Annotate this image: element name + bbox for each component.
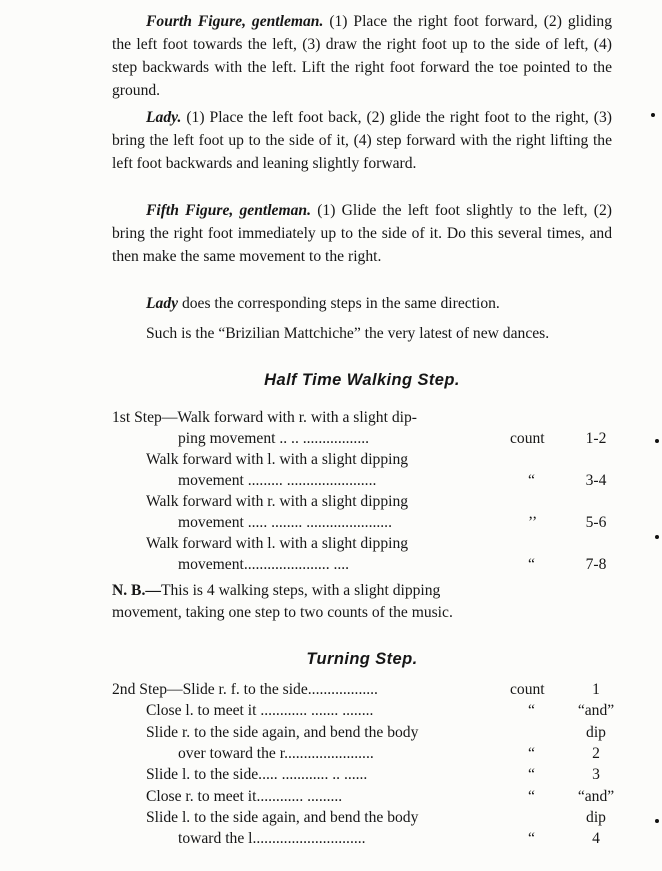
step-description: over toward the r....................... <box>178 744 374 762</box>
print-speck <box>655 535 659 539</box>
turning-step-row <box>112 828 632 849</box>
paragraph-fifth-figure <box>112 199 612 268</box>
count-value: “and” <box>577 702 615 720</box>
half-time-step-row <box>112 449 632 470</box>
count-value: 1-2 <box>585 430 607 447</box>
turning-step-row <box>112 722 632 743</box>
half-time-step-row <box>112 470 632 491</box>
paragraph-fourth-figure <box>112 10 612 102</box>
count-value: 3-4 <box>585 472 607 489</box>
ditto-mark: “ <box>528 556 535 573</box>
turning-step-row <box>112 743 632 764</box>
step-description: toward the l............................. <box>178 830 366 848</box>
step-description: Slide l. to the side..... ............ .. ...... <box>146 766 368 784</box>
print-speck <box>651 113 655 117</box>
figure-title: Lady <box>146 295 179 312</box>
half-time-step-row <box>112 407 632 428</box>
paragraph-text: does the corresponding steps in the same direction. <box>181 295 500 312</box>
step-description: 2nd Step—Slide r. f. to the side.................. <box>112 681 378 698</box>
step-description: ping movement .. .. ................. <box>178 430 370 447</box>
step-description: Slide r. to the side again, and bend the body <box>146 723 419 741</box>
paragraph-text: Such is the “Brizilian Mattchiche” the very latest of new dances. <box>146 325 550 342</box>
ditto-mark: “ <box>528 766 535 784</box>
note-nb <box>112 580 512 624</box>
turning-step-row <box>112 679 632 700</box>
ditto-mark: “ <box>528 787 535 805</box>
section-heading-half-time: Half Time Walking Step. <box>264 371 460 389</box>
paragraph-lady-fifth <box>112 292 612 315</box>
ditto-mark: “ <box>528 830 535 848</box>
step-description: Walk forward with l. with a slight dipping <box>146 535 409 552</box>
ditto-mark: “ <box>528 472 535 489</box>
count-value: 1 <box>592 681 600 698</box>
step-description: 1st Step—Walk forward with r. with a slight dip- <box>112 409 417 426</box>
paragraph-lady-fourth <box>112 106 612 175</box>
print-speck <box>655 439 659 443</box>
count-value: 7-8 <box>585 556 607 573</box>
step-description: Slide l. to the side again, and bend the body <box>146 808 419 826</box>
figure-title: Fourth Figure, gentleman. <box>146 13 324 30</box>
count-value: 3 <box>592 766 600 784</box>
paragraph-text: (1) Place the left foot back, (2) glide the right foot to the right, (3) bring the left foot up to the side of it, (4) step forward with the right lifting the left foot backwards and leaning slightly forward. <box>112 109 612 172</box>
step-description: Walk forward with r. with a slight dipping <box>146 493 409 510</box>
print-speck <box>655 819 659 823</box>
half-time-step-row <box>112 533 632 554</box>
note-lead: N. B.— <box>112 582 161 599</box>
ditto-mark: “ <box>528 744 535 762</box>
count-value: 4 <box>592 830 600 848</box>
turning-step-row <box>112 807 632 828</box>
step-description: Walk forward with l. with a slight dipping <box>146 451 409 468</box>
count-value: “and” <box>577 787 615 805</box>
count-value: 2 <box>592 744 600 762</box>
count-value: 5-6 <box>585 514 607 531</box>
paragraph-mattchiche <box>112 322 612 345</box>
note-text: This is 4 walking steps, with a slight dipping movement, taking one step to two counts of the music. <box>112 582 453 621</box>
figure-title: Fifth Figure, gentleman. <box>146 202 311 219</box>
paragraph-text: (1) Glide the left foot slightly to the left, (2) bring the right foot immediately up to the side of it. Do this several times, and then make the same movement to the right. <box>112 202 612 265</box>
turning-step-row <box>112 700 632 721</box>
count-label: count <box>510 681 545 698</box>
half-time-step-row <box>112 428 632 449</box>
half-time-step-row <box>112 512 632 533</box>
step-description: Close l. to meet it ............ ....... ........ <box>146 702 374 720</box>
count-value: dip <box>586 723 606 741</box>
half-time-step-row <box>112 491 632 512</box>
step-description: movement...................... .... <box>178 556 350 573</box>
step-description: Close r. to meet it............ ......... <box>146 787 343 805</box>
turning-step-row <box>112 764 632 785</box>
turning-step-row <box>112 786 632 807</box>
step-description: movement ......... ....................... <box>178 472 377 489</box>
count-label: count <box>510 430 545 447</box>
ditto-mark: “ <box>528 702 535 720</box>
figure-title: Lady. <box>146 109 182 126</box>
step-description: movement ..... ........ ...................... <box>178 514 392 531</box>
ditto-mark: ’’ <box>528 514 538 531</box>
half-time-step-row <box>112 554 632 575</box>
section-heading-turning: Turning Step. <box>306 650 418 668</box>
count-value: dip <box>586 808 606 826</box>
paragraph-text: (1) Place the right foot forward, (2) gliding the left foot towards the left, (3) draw the right foot up to the side of left, (4) step backwards with the left. Lift the right foot forward the toe pointed to the ground. <box>112 13 613 99</box>
